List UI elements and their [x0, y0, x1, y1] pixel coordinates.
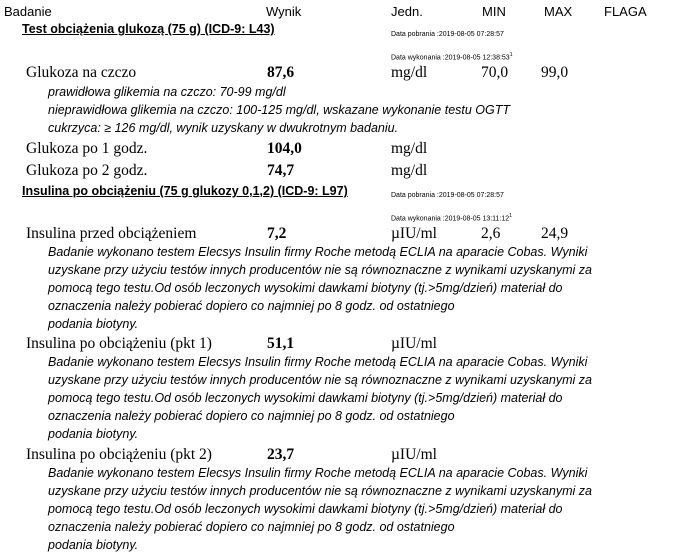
result-comment-line: uzyskane przy użyciu testów innych producentów nie są równoznaczne z wynikami uzyskanymi za [48, 263, 592, 277]
result-unit: µIU/ml [391, 335, 437, 352]
result-unit: mg/dl [391, 140, 428, 157]
result-value: 104,0 [267, 140, 302, 157]
result-value: 51,1 [267, 335, 295, 352]
column-header-wynik: Wynik [266, 4, 302, 19]
result-unit: µIU/ml [391, 225, 437, 242]
result-comment-line: nieprawidłowa glikemia na czczo: 100-125 mg/dl, wskazane wykonanie testu OGTT [48, 103, 511, 117]
result-comment-line: oznaczenia należy pobierać dopiero co najmniej po 8 godz. od ostatniego [48, 520, 455, 534]
column-header-badanie: Badanie [4, 4, 52, 19]
result-comment-line: podania biotyny. [48, 427, 139, 441]
collection-date: Data pobrania :2019-08-05 07:28:57 [391, 192, 504, 199]
test-name: Insulina po obciążeniu (pkt 2) [26, 446, 212, 463]
execution-date: Data wykonania :2019-08-05 $13:11:12^1$ [391, 213, 512, 223]
column-header-jedn: Jedn. [391, 4, 423, 19]
result-unit: mg/dl [391, 64, 428, 81]
result-unit: mg/dl [391, 162, 428, 179]
result-comment-line: pomocą tego testu.Od osób leczonych wysokimi dawkami biotyny (tj.>5mg/dzień) materiał do [48, 391, 563, 405]
test-name: Glukoza po 1 godz. [26, 140, 148, 157]
result-comment-line: oznaczenia należy pobierać dopiero co najmniej po 8 godz. od ostatniego [48, 409, 455, 423]
section-title-glucose: Test obciążenia glukozą (75 g) (ICD-9: L43) [22, 22, 275, 36]
result-comment-line: Badanie wykonano testem Elecsys Insulin firmy Roche metodą ECLIA na aparacie Cobas. Wyniki [48, 245, 588, 259]
result-value: 74,7 [267, 162, 295, 179]
test-name: Insulina przed obciążeniem [26, 225, 197, 242]
column-header-flaga: FLAGA [604, 4, 647, 19]
result-comment-line: uzyskane przy użyciu testów innych producentów nie są równoznaczne z wynikami uzyskanymi za [48, 373, 592, 387]
column-header-min: MIN [482, 4, 506, 19]
result-value: 7,2 [267, 225, 287, 242]
result-comment-line: Badanie wykonano testem Elecsys Insulin firmy Roche metodą ECLIA na aparacie Cobas. Wyniki [48, 355, 588, 369]
reference-max: 24,9 [541, 225, 569, 242]
column-header-max: MAX [544, 4, 573, 19]
result-value: 23,7 [267, 446, 295, 463]
reference-max: 99,0 [541, 64, 569, 81]
section-title-insulin: Insulina po obciążeniu (75 g glukozy 0,1,2) (ICD-9: L97) [22, 184, 348, 198]
collection-date: Data pobrania :2019-08-05 07:28:57 [391, 31, 504, 38]
result-comment-line: pomocą tego testu.Od osób leczonych wysokimi dawkami biotyny (tj.>5mg/dzień) materiał do [48, 281, 563, 295]
result-comment-line: podania biotyny. [48, 317, 139, 331]
reference-min: 70,0 [481, 64, 509, 81]
result-comment-line: oznaczenia należy pobierać dopiero co najmniej po 8 godz. od ostatniego [48, 299, 455, 313]
result-comment-line: pomocą tego testu.Od osób leczonych wysokimi dawkami biotyny (tj.>5mg/dzień) materiał do [48, 502, 563, 516]
test-name: Insulina po obciążeniu (pkt 1) [26, 335, 212, 352]
result-comment-line: cukrzyca: ≥ 126 mg/dl, wynik uzyskany w dwukrotnym badaniu. [48, 121, 399, 135]
result-comment-line: Badanie wykonano testem Elecsys Insulin firmy Roche metodą ECLIA na aparacie Cobas. Wyniki [48, 466, 588, 480]
result-value: 87,6 [267, 64, 295, 81]
result-comment-line: prawidłowa glikemia na czczo: 70-99 mg/dl [48, 85, 286, 99]
reference-min: 2,6 [481, 225, 501, 242]
test-name: Glukoza po 2 godz. [26, 162, 148, 179]
result-unit: µIU/ml [391, 446, 437, 463]
result-comment-line: uzyskane przy użyciu testów innych producentów nie są równoznaczne z wynikami uzyskanymi za [48, 484, 592, 498]
test-name: Glukoza na czczo [26, 64, 137, 81]
execution-date: Data wykonania :2019-08-05 $12:38:53^1$ [391, 52, 513, 62]
result-comment-line: podania biotyny. [48, 538, 139, 552]
